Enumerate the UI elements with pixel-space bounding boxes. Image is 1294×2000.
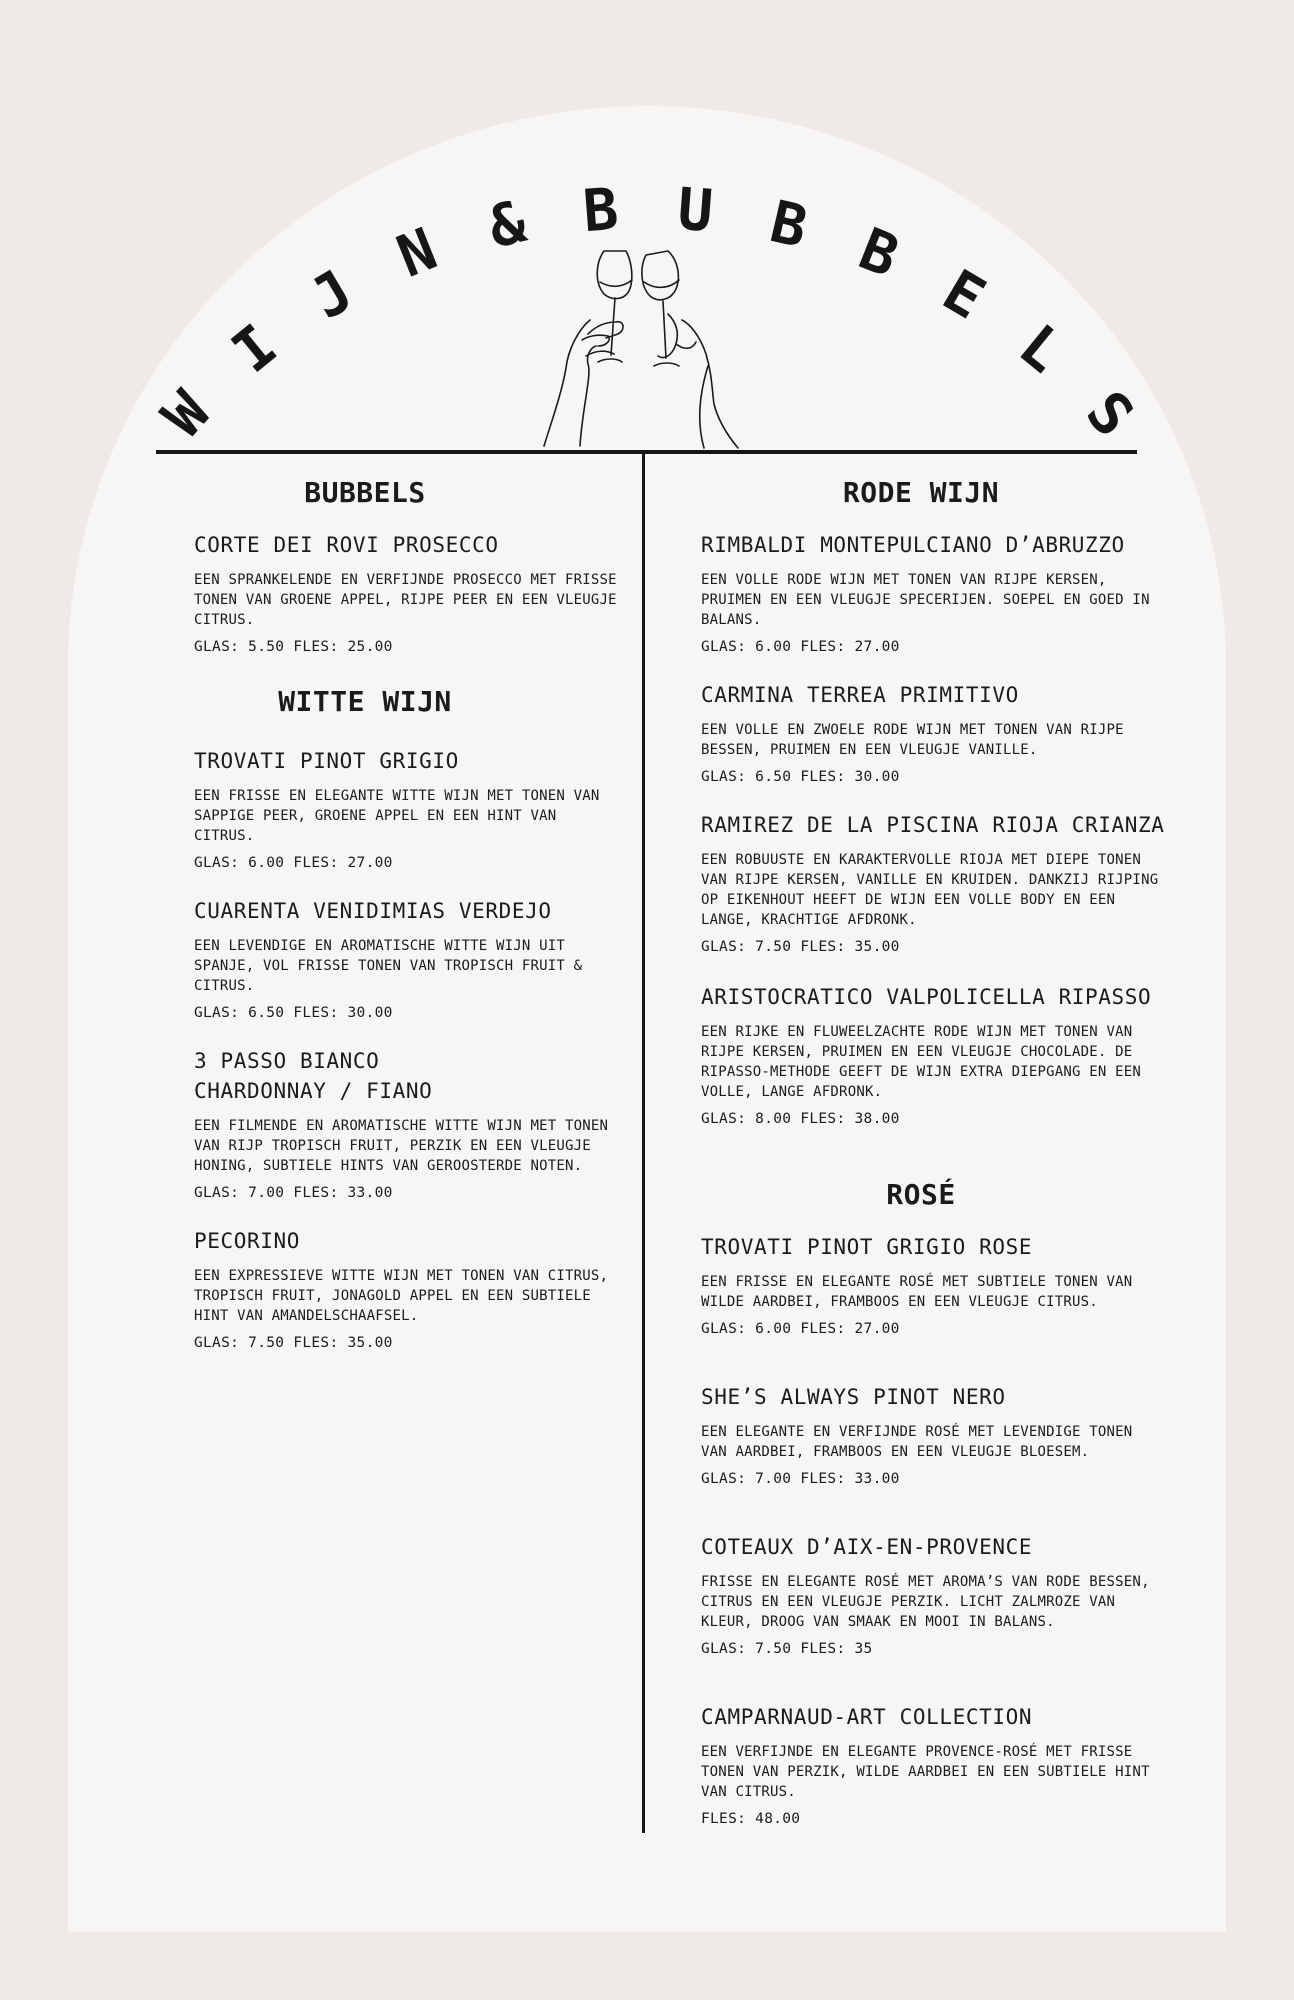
- wine-item: [701, 1232, 1161, 1337]
- section-heading-rose: ROSÉ: [886, 1178, 956, 1211]
- wine-description: FRISSE EN ELEGANTE ROSÉ MET AROMA’S VAN RODE BESSEN, CITRUS EN EEN VLEUGJE PERZIK. LICHT ZALMROZE VAN KLEUR, DROOG VAN SMAAK EN MOOI IN BALANS.: [701, 1574, 1150, 1630]
- section-heading-bubbels: BUBBELS: [304, 476, 426, 509]
- wine-name: TROVATI PINOT GRIGIO ROSE: [701, 1235, 1033, 1259]
- title-letter: U: [675, 174, 716, 246]
- column-divider: [642, 452, 645, 1833]
- wine-name: COTEAUX D’AIX-EN-PROVENCE: [701, 1535, 1033, 1559]
- wine-price: GLAS: 8.00 FLES: 38.00: [701, 1111, 900, 1127]
- title-letter: W: [148, 378, 223, 450]
- wine-description: EEN VOLLE RODE WIJN MET TONEN VAN RIJPE KERSEN, PRUIMEN EN EEN VLEUGJE SPECERIJEN. SOEPEL EN GOED IN BALANS.: [701, 572, 1150, 628]
- wine-name: TROVATI PINOT GRIGIO: [194, 749, 459, 773]
- toasting-glasses-icon: [544, 251, 738, 448]
- wine-item: [701, 680, 1161, 785]
- wine-name: CARMINA TERREA PRIMITIVO: [701, 683, 1019, 707]
- title-letter: B: [764, 187, 814, 262]
- wine-item: [701, 982, 1161, 1127]
- wine-price: GLAS: 7.50 FLES: 35.00: [701, 939, 900, 955]
- wine-item: [194, 1046, 624, 1201]
- wine-description: EEN FILMENDE EN AROMATISCHE WITTE WIJN MET TONEN VAN RIJP TROPISCH FRUIT, PERZIK EN EEN VLEUGJE HONING, SUBTIELE HINTS VAN GEROOSTERDE NOTEN.: [194, 1118, 609, 1174]
- title-letter: B: [580, 174, 621, 246]
- wine-item: [701, 1382, 1161, 1487]
- menu-title: [149, 175, 1147, 450]
- wine-name-line-2: CHARDONNAY / FIANO: [194, 1079, 433, 1103]
- wine-price: GLAS: 6.00 FLES: 27.00: [194, 855, 393, 871]
- wine-description: EEN SPRANKELENDE EN VERFIJNDE PROSECCO MET FRISSE TONEN VAN GROENE APPEL, RIJPE PEER EN EEN VLEUGJE CITRUS.: [194, 572, 617, 628]
- wine-description: EEN ELEGANTE EN VERFIJNDE ROSÉ MET LEVENDIGE TONEN VAN AARDBEI, FRAMBOOS EN EEN VLEUGJE BLOESEM.: [701, 1424, 1133, 1460]
- header-divider: [156, 450, 1137, 454]
- wine-name: RIMBALDI MONTEPULCIANO D’ABRUZZO: [701, 533, 1125, 557]
- title-letter: B: [850, 214, 908, 291]
- wine-description: EEN LEVENDIGE EN AROMATISCHE WITTE WIJN UIT SPANJE, VOL FRISSE TONEN VAN TROPISCH FRUIT & CITRUS.: [194, 938, 583, 994]
- wine-item: [194, 1226, 624, 1351]
- title-letter: L: [1006, 311, 1077, 386]
- wine-item: [194, 746, 624, 871]
- wine-name: RAMIREZ DE LA PISCINA RIOJA CRIANZA: [701, 813, 1165, 837]
- wine-price: GLAS: 7.50 FLES: 35.00: [194, 1335, 393, 1351]
- wine-price: GLAS: 6.50 FLES: 30.00: [194, 1005, 393, 1021]
- wine-price: GLAS: 7.50 FLES: 35: [701, 1641, 873, 1657]
- wine-description: EEN FRISSE EN ELEGANTE WITTE WIJN MET TONEN VAN SAPPIGE PEER, GROENE APPEL EN EEN HINT VAN CITRUS.: [194, 788, 600, 844]
- wine-description: EEN ROBUUSTE EN KARAKTERVOLLE RIOJA MET DIEPE TONEN VAN RIJPE KERSEN, VANILLE EN KRUIDEN. DANKZIJ RIJPING OP EIKENHOUT HEEFT DE WIJN EEN VOLLE BODY EN EEN LANGE, KRACHTIGE AFDRONK.: [701, 852, 1159, 928]
- wine-item: [701, 1702, 1161, 1827]
- wine-description: EEN VERFIJNDE EN ELEGANTE PROVENCE-ROSÉ MET FRISSE TONEN VAN PERZIK, WILDE AARDBEI EN EEN SUBTIELE HINT VAN CITRUS.: [701, 1744, 1150, 1800]
- section-heading-rode-wijn: RODE WIJN: [842, 476, 1000, 509]
- wine-name: CAMPARNAUD-ART COLLECTION: [701, 1705, 1033, 1729]
- wine-description: EEN VOLLE EN ZWOELE RODE WIJN MET TONEN VAN RIJPE BESSEN, PRUIMEN EN EEN VLEUGJE VANILLE.: [701, 722, 1124, 758]
- wine-item: [701, 530, 1161, 655]
- wine-name: 3 PASSO BIANCO: [194, 1049, 380, 1073]
- wine-item: [194, 530, 624, 655]
- title-letter: J: [299, 256, 365, 333]
- wine-name: ARISTOCRATICO VALPOLICELLA RIPASSO: [701, 985, 1152, 1009]
- menu-header: [0, 0, 1294, 470]
- title-letter: I: [219, 311, 290, 386]
- wine-price: GLAS: 5.50 FLES: 25.00: [194, 639, 393, 655]
- wine-name: CUARENTA VENIDIMIAS VERDEJO: [194, 899, 552, 923]
- title-letter: &: [482, 187, 532, 262]
- wine-description: EEN EXPRESSIEVE WITTE WIJN MET TONEN VAN CITRUS, TROPISCH FRUIT, JONAGOLD APPEL EN EEN SUBTIELE HINT VAN AMANDELSCHAAFSEL.: [194, 1268, 609, 1324]
- wine-name: CORTE DEI ROVI PROSECCO: [194, 533, 499, 557]
- wine-name: SHE’S ALWAYS PINOT NERO: [701, 1385, 1006, 1409]
- wine-price: GLAS: 7.00 FLES: 33.00: [701, 1471, 900, 1487]
- wine-item: [194, 896, 624, 1021]
- wine-price: GLAS: 6.00 FLES: 27.00: [701, 1321, 900, 1337]
- wine-price: GLAS: 6.00 FLES: 27.00: [701, 639, 900, 655]
- section-heading-witte-wijn: WITTE WIJN: [278, 685, 452, 718]
- wine-item: [701, 810, 1165, 955]
- wine-price: FLES: 48.00: [701, 1811, 801, 1827]
- wine-price: GLAS: 7.00 FLES: 33.00: [194, 1185, 393, 1201]
- wine-item: [701, 1532, 1161, 1657]
- title-letter: N: [388, 214, 446, 291]
- wine-description: EEN RIJKE EN FLUWEELZACHTE RODE WIJN MET TONEN VAN RIJPE KERSEN, PRUIMEN EN EEN VLEUGJE CHOCOLADE. DE RIPASSO-METHODE GEEFT DE WIJN EXTRA DIEPGANG EN EEN VOLLE, LANGE AFDRONK.: [701, 1024, 1142, 1100]
- title-letter: S: [1073, 378, 1148, 450]
- wine-name: PECORINO: [194, 1229, 300, 1253]
- wine-description: EEN FRISSE EN ELEGANTE ROSÉ MET SUBTIELE TONEN VAN WILDE AARDBEI, FRAMBOOS EN EEN VLEUGJE CITRUS.: [701, 1274, 1133, 1310]
- title-letter: E: [931, 256, 997, 333]
- wine-price: GLAS: 6.50 FLES: 30.00: [701, 769, 900, 785]
